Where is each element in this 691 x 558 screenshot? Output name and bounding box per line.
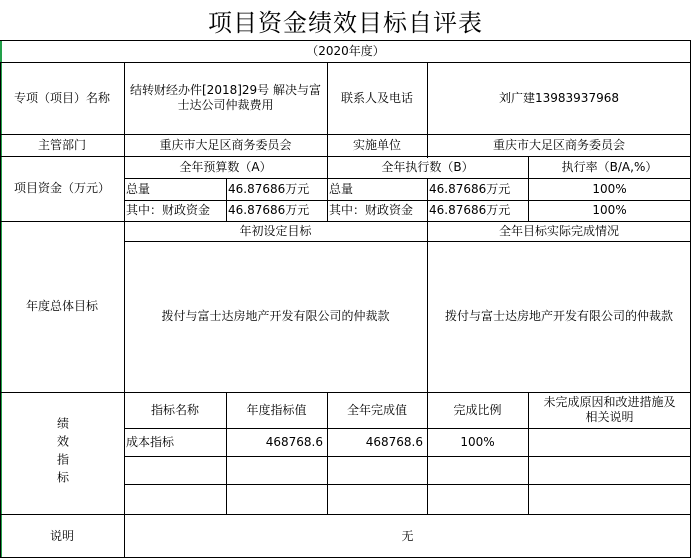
funds-row-name: 总量 bbox=[126, 181, 151, 196]
indicator-row-note bbox=[528, 428, 691, 456]
indicator-row-note bbox=[528, 456, 691, 484]
project-name-value: 结转财经办件[2018]29号 解决与富士达公司仲裁费用 bbox=[130, 83, 321, 112]
actual-goal-header: 全年目标实际完成情况 bbox=[498, 223, 619, 238]
indicator-row-ratio bbox=[427, 484, 528, 514]
actual-goal-text: 拨付与富士达房地产开发有限公司的仲裁款 bbox=[444, 309, 673, 323]
grid-line bbox=[124, 241, 691, 242]
year-cell: （2020年度） bbox=[306, 43, 385, 58]
grid-line bbox=[124, 62, 125, 558]
indicator-row-target bbox=[226, 484, 327, 514]
goals-label: 年度总体目标 bbox=[25, 299, 98, 313]
indicator-header-target: 年度指标值 bbox=[246, 402, 307, 417]
funds-row-exec-name: 其中：财政资金 bbox=[329, 203, 414, 217]
note-value: 无 bbox=[401, 528, 414, 543]
grid-line bbox=[327, 392, 328, 514]
funds-row-name: 其中：财政资金 bbox=[126, 203, 211, 217]
grid-line bbox=[124, 428, 691, 429]
indicator-row-name bbox=[124, 456, 226, 484]
grid-line bbox=[0, 62, 1, 558]
grid-line bbox=[0, 62, 691, 63]
impl-value: 重庆市大足区商务委员会 bbox=[492, 137, 625, 152]
grid-line bbox=[124, 178, 691, 179]
grid-line bbox=[427, 392, 428, 514]
indicator-row-name bbox=[124, 484, 226, 514]
dept-value: 重庆市大足区商务委员会 bbox=[159, 137, 292, 152]
grid-line bbox=[528, 156, 529, 221]
grid-line bbox=[226, 392, 227, 514]
indicator-row-name: 成本指标 bbox=[126, 434, 175, 449]
indicator-row-actual: 468768.6 bbox=[365, 434, 423, 449]
indicator-row-actual bbox=[327, 456, 427, 484]
grid-line bbox=[528, 392, 529, 514]
indicator-row-note bbox=[528, 484, 691, 514]
rate-header: 执行率（B/A,%） bbox=[561, 159, 658, 174]
funds-row-budget: 46.87686万元 bbox=[228, 203, 310, 217]
grid-line bbox=[0, 221, 691, 222]
indicator-header-actual: 全年完成值 bbox=[346, 402, 407, 417]
impl-label: 实施单位 bbox=[352, 137, 401, 152]
funds-row-budget: 46.87686万元 bbox=[228, 181, 310, 196]
funds-row-exec-name: 总量 bbox=[329, 181, 354, 196]
grid-line bbox=[327, 62, 328, 221]
funds-row-rate: 100% bbox=[592, 181, 627, 196]
grid-line bbox=[427, 62, 428, 158]
contact-value: 刘广建13983937968 bbox=[499, 90, 619, 105]
grid-line bbox=[0, 392, 691, 393]
project-name-label: 专项（项目）名称 bbox=[13, 90, 110, 105]
funds-row-exec: 46.87686万元 bbox=[429, 181, 511, 196]
indicator-row-target bbox=[226, 456, 327, 484]
indicator-row-ratio bbox=[427, 456, 528, 484]
initial-goal-header: 年初设定目标 bbox=[239, 223, 312, 238]
grid-line bbox=[0, 134, 691, 135]
indicators-label-text: 绩效指标 bbox=[55, 417, 70, 489]
form-title: 项目资金绩效目标自评表 bbox=[208, 8, 483, 37]
indicator-row-target: 468768.6 bbox=[265, 434, 323, 449]
funds-row-rate: 100% bbox=[592, 203, 627, 217]
grid-line bbox=[427, 221, 428, 392]
funds-label: 项目资金（万元） bbox=[13, 181, 110, 195]
grid-line bbox=[124, 484, 691, 485]
dept-label: 主管部门 bbox=[37, 137, 86, 152]
indicator-row-ratio: 100% bbox=[460, 434, 495, 449]
grid-line bbox=[124, 200, 691, 201]
indicator-row-actual bbox=[327, 484, 427, 514]
grid-line bbox=[124, 456, 691, 457]
contact-label: 联系人及电话 bbox=[340, 90, 413, 105]
initial-goal-text: 拨付与富士达房地产开发有限公司的仲裁款 bbox=[161, 309, 390, 323]
grid-line bbox=[0, 514, 691, 515]
indicator-header-note: 未完成原因和改进措施及相关说明 bbox=[543, 395, 676, 424]
indicator-header-ratio: 完成比例 bbox=[453, 402, 502, 417]
budget-header: 全年预算数（A） bbox=[179, 159, 272, 174]
indicators-label bbox=[0, 392, 124, 514]
grid-line bbox=[0, 40, 691, 41]
grid-line bbox=[226, 178, 227, 221]
note-label: 说明 bbox=[49, 528, 74, 543]
grid-line bbox=[427, 178, 428, 221]
indicator-header-name: 指标名称 bbox=[150, 402, 199, 417]
funds-row-exec: 46.87686万元 bbox=[429, 203, 511, 217]
exec-header: 全年执行数（B） bbox=[381, 159, 474, 174]
grid-line bbox=[0, 156, 691, 157]
